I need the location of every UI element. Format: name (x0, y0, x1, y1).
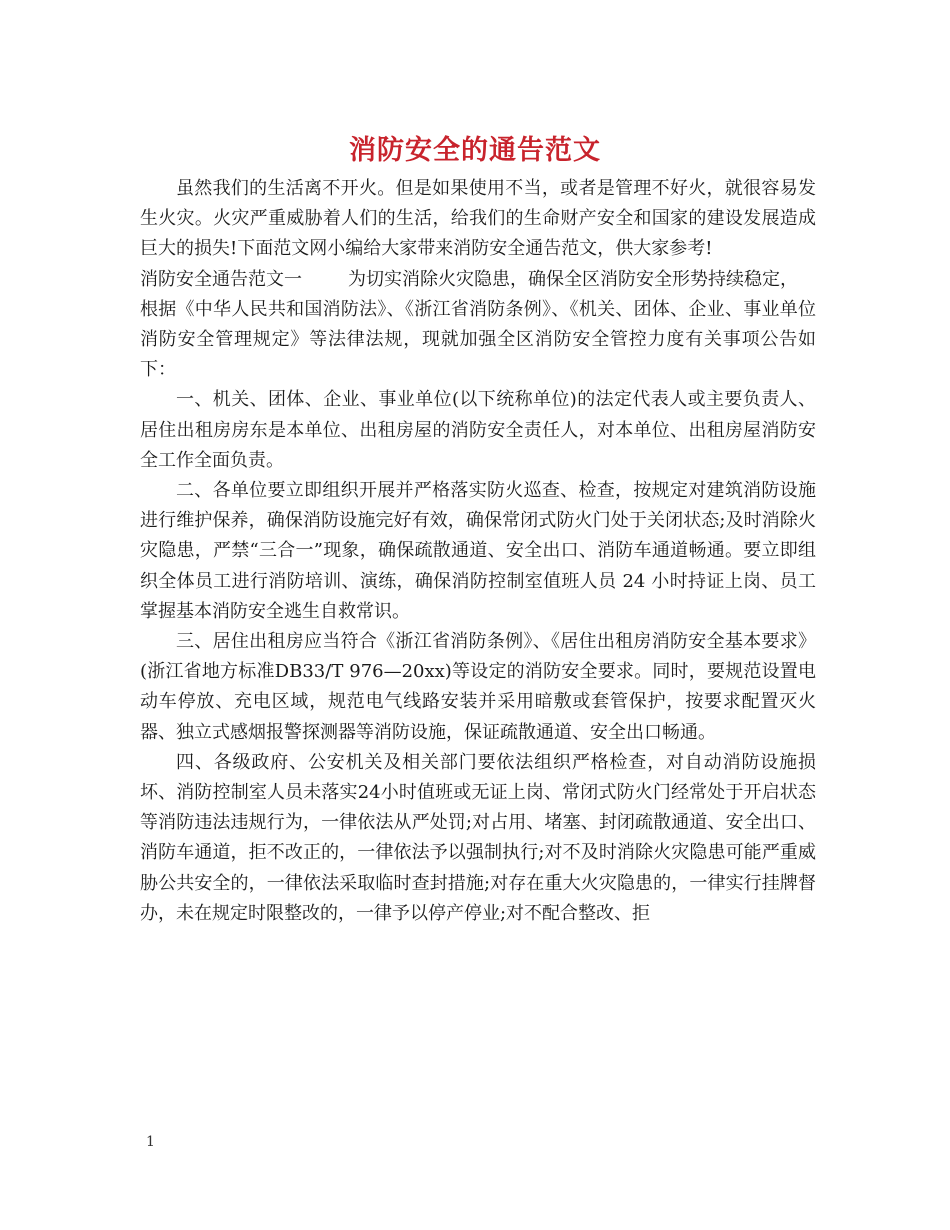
sample-heading: 消防安全通告范文一 (140, 268, 302, 290)
document-body (140, 174, 816, 929)
sample-heading-line (140, 265, 816, 295)
item-paragraph: 四、各级政府、公安机关及相关部门要依法组织严格检查，对自动消防设施损坏、消防控制室人员未落实24小时值班或无证上岗、常闭式防火门经常处于开启状态等消防违法违规行为，一律依法从严处罚;对占用、堵塞、封闭疏散通道、安全出口、消防车通道，拒不改正的，一律依法予以强制执行;对不及时消除火灾隐患可能严重威胁公共安全的，一律依法采取临时查封措施;对存在重大火灾隐患的，一律实行挂牌督办，未在规定时限整改的，一律予以停产停业;对不配合整改、拒 (140, 751, 816, 924)
document-title: 消防安全的通告范文 (349, 135, 601, 166)
sample-lead: 为切实消除火灾隐患，确保全区消防安全形势持续稳定， (348, 268, 798, 290)
intro-paragraph: 虽然我们的生活离不开火。但是如果使用不当，或者是管理不好火，就很容易发生火灾。火灾严重威胁着人们的生活，给我们的生命财产安全和国家的建设发展造成巨大的损失!下面范文网小编给大家带来消防安全通告范文，供大家参考! (140, 178, 816, 260)
item-paragraph: 一、机关、团体、企业、事业单位(以下统称单位)的法定代表人或主要负责人、居住出租房房东是本单位、出租房屋的消防安全责任人，对本单位、出租房屋消防安全工作全面负责。 (140, 389, 816, 471)
item-paragraph: 二、各单位要立即组织开展并严格落实防火巡查、检查，按规定对建筑消防设施进行维护保养，确保消防设施完好有效，确保常闭式防火门处于关闭状态;及时消除火灾隐患，严禁“三合一”现象，确保疏散通道、安全出口、消防车通道畅通。要立即组织全体员工进行消防培训、演练，确保消防控制室值班人员 24 小时持证上岗、员工掌握基本消防安全逃生自救常识。 (140, 480, 816, 622)
page-number: 1 (146, 1134, 155, 1150)
item-paragraph: 三、居住出租房应当符合《浙江省消防条例》、《居住出租房消防安全基本要求》(浙江省地方标准DB33/T 976—20xx)等设定的消防安全要求。同时，要规范设置电动车停放、充电区域，规范电气线路安装并采用暗敷或套管保护，按要求配置灭火器、独立式感烟报警探测器等消防设施，保证疏散通道、安全出口畅通。 (140, 631, 816, 743)
sample-body: 根据《中华人民共和国消防法》、《浙江省消防条例》、《机关、团体、企业、事业单位消防安全管理规定》等法律法规，现就加强全区消防安全管控力度有关事项公告如下： (140, 298, 816, 381)
